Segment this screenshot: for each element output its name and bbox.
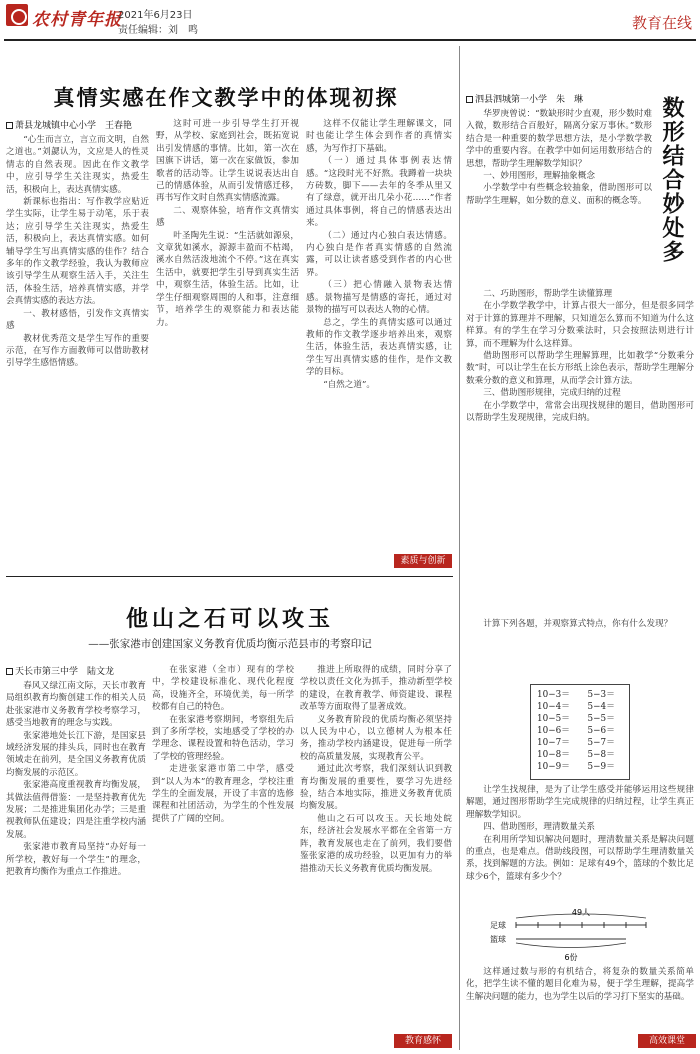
paragraph: 张家港市教育局坚持“办好每一所学校，教好每一个学生”的理念，把教育均衡作为重点工作推进。 xyxy=(6,842,146,878)
article1-column-2 xyxy=(156,118,299,568)
paragraph: 叶圣陶先生说：“生活就如源泉，文章犹如溪水，源源丰盈而不枯竭，溪水自然活泼地流个不停。”这在真实生活中，就要把学生引导到真实生活中，观察生活，体验生活。比如，让学生仔细观察周围的人和事，注意细节，培养学生的观察能力和表达能力。 xyxy=(156,230,299,328)
line-segment-diagram xyxy=(486,906,676,964)
paragraph: 华罗庚曾说：“数缺形时少直观，形少数时难入微，数形结合百般好，隔离分家万事休。”数形结合是一种重要的数学思想方法，是小学数学教学中的重要内容。在教学中如何运用数形结合的思想，帮助学生理解数学知识？ xyxy=(466,109,652,169)
formula-line: 10−6＝ 5−6＝ xyxy=(537,726,615,736)
paragraph: 新课标也指出：写作教学应贴近学生实际，让学生易于动笔，乐于表达；应引导学生关注现实，热爱生活，积极向上，表达真情实感。如何辅导学生写出真情实感的佳作？结合多年的作文教学经验，我认为教师应该引导学生从观察生活入手，关注生活，体验生活，培养真情实感，并学会真情实感的表达方法。 xyxy=(6,197,149,307)
paragraph: 一、教材感悟，引发作文真情实感 xyxy=(6,308,149,332)
paragraph: 春风又绿江南文际，天长市教育局组织教育均衡创建工作的相关人员赴张家港市义务教育学校考察学习，感受当地教育的理念与实践。 xyxy=(6,681,146,729)
article2-tag: 教育感怀 xyxy=(394,1034,452,1048)
editor-credit: 责任编辑：刘 鸣 xyxy=(118,25,198,36)
article3-column-4 xyxy=(466,966,694,1030)
diagram-row1-label: 足球 xyxy=(490,921,506,930)
paragraph: 在小学数学教学中，计算占很大一部分，但是很多同学对于计算的算理并不理解，只知道怎么算而不知道为什么这样算。有的学生在学习分数乘法时，只会按照法则进行计算，而不理解为什么这样算。 xyxy=(466,301,694,349)
paragraph: 小学数学中有些概念较抽象，借助图形可以帮助学生理解，如分数的意义、面积的概念等。 xyxy=(466,183,652,206)
diagram-top-label: 49人 xyxy=(571,908,591,917)
formula-line: 10−5＝ 5−5＝ xyxy=(537,714,615,724)
article2-column-3 xyxy=(300,664,452,1046)
article1-byline xyxy=(6,118,132,131)
issue-date: 2021年6月23日 xyxy=(118,10,193,21)
paragraph: “心生而言立，言立而文明，自然之道也。”刘勰认为，文应是人的性灵情志的自然表现。因此在作文教学中，应引导学生关注现实，热爱生活，积极向上，表达真情实感。 xyxy=(6,135,149,195)
paragraph: 教材优秀范文是学生写作的重要示范，在写作方面教师可以借助教材引导学生感悟情感。 xyxy=(6,333,149,369)
paragraph: 走进张家港市第二中学，感受到“以人为本”的教育理念，学校注重学生的全面发展，开设了丰富的选修课程和社团活动，为学生的个性发展提供了广阔的空间。 xyxy=(152,764,294,824)
paragraph: 在张家港（全市）现有的学校中，学校建设标准化、现代化程度高，设施齐全，环境优美，每一所学校都有自己的特色。 xyxy=(152,665,294,713)
paragraph: 在小学数学中，常常会出现找规律的题目，借助图形可以帮助学生发现规律，完成归纳。 xyxy=(466,400,694,424)
section-title: 教育在线 xyxy=(631,14,692,32)
paragraph: 二、观察体验，培育作文真情实感 xyxy=(156,205,299,229)
paragraph: 在利用所学知识解决问题时，理清数量关系是解决问题的重点，也是难点。借助线段图，可以帮助学生理清数量关系，找到解题的方法。例如：足球有49个，篮球的个数比足球少6个，篮球有多少个？ xyxy=(466,834,694,882)
article1-byline-text: 萧县龙城镇中心小学 王春艳 xyxy=(15,121,133,131)
article3-column-2 xyxy=(466,288,694,618)
paragraph: 张家港高度重视教育均衡发展，其做法值得借鉴：一是坚持教育优先发展；二是推进集团化办学；三是重视教师队伍建设；四是注重学校内涵发展。 xyxy=(6,780,146,840)
article3-column-1 xyxy=(466,108,652,288)
paragraph: （三）把心情融入景物表达情感。景物描写是情感的寄托，通过对景物的描写可以表达人物的心情。 xyxy=(306,280,452,316)
article3-byline xyxy=(466,92,583,105)
paragraph: 总之，学生的真情实感可以通过教师的作文教学逐步培养出来，观察生活，体验生活，表达真情实感，让学生写出真情实感的佳作，是作文教学的目标。 xyxy=(306,317,452,378)
paragraph: 这样不仅能让学生理解课文，同时也能让学生体会到作者的真情实感，为写作打下基础。 xyxy=(306,119,452,154)
paragraph: 义务教育阶段的优质均衡必须坚持以人民为中心，以立德树人为根本任务，推动学校内涵建设，促进每一所学校的高质量发展，实现教育公平。 xyxy=(300,714,452,762)
paragraph: 推进上所取得的成绩，同时分享了学校以责任文化为抓手，推动新型学校的建设，在教育教学、师资建设、课程改革等方面取得了显著成效。 xyxy=(300,665,452,713)
paragraph: 一、妙用图形，理解抽象概念 xyxy=(483,171,595,182)
newspaper-name: 农村青年报 xyxy=(32,10,122,30)
article1-column-1 xyxy=(6,134,149,568)
paragraph: 四、借助图形，理清数量关系 xyxy=(483,822,595,833)
diagram-brace-bottom xyxy=(516,943,626,948)
paragraph: 在张家港考察期间，考察组先后到了多所学校，实地感受了学校的办学理念、课程设置和特色活动，学习了学校的管理经验。 xyxy=(152,714,294,762)
article3-column-3 xyxy=(466,784,694,904)
article2-subtitle: ——张家港市创建国家义务教育优质均衡示范县市的考察印记 xyxy=(88,638,372,650)
diagram-row2-label: 篮球 xyxy=(490,935,506,944)
column-divider xyxy=(459,46,460,1050)
paragraph: （一）通过具体事例表达情感。“这段时光不好熬。我蹲着一块块方砖数，脚下——去年的冬季从里又有了绿意，就开出几朵小花……”作者通过具体事例，将自己的情感表达出来。 xyxy=(306,156,452,229)
newspaper-logo-icon xyxy=(6,4,28,26)
article1-title: 真情实感在作文教学中的体现初探 xyxy=(53,85,399,110)
paragraph: 三、借助图形规律，完成归纳的过程 xyxy=(483,388,621,399)
header-divider xyxy=(4,39,696,41)
article2-column-1 xyxy=(6,680,146,1046)
article2-byline xyxy=(6,664,114,677)
article3-title: 数形结合妙处多 xyxy=(659,96,685,264)
byline-square-icon xyxy=(466,96,473,103)
article2-title: 他山之石可以攻玉 xyxy=(125,606,334,632)
formula-line: 10−4＝ 5−4＝ xyxy=(537,702,615,712)
article3-tag: 高效课堂 xyxy=(638,1034,696,1048)
formula-line: 10−7＝ 5−7＝ xyxy=(537,738,615,748)
article3-byline-text: 泗县泗城第一小学 朱 琳 xyxy=(475,95,584,105)
paragraph: 二、巧助图形，帮助学生读懂算理 xyxy=(483,289,613,299)
formula-line: 10−8＝ 5−8＝ xyxy=(537,750,615,760)
formula-line: 10−3＝ 5−3＝ xyxy=(537,690,615,700)
byline-square-icon xyxy=(6,668,13,675)
paragraph: 这时可进一步引导学生打开视野，从学校、家庭到社会，既拓宽说出引发情感的事情。比如，第一次在国旗下讲话，第一次在家做饭，参加歌者的活动等。让学生说说表达出自己的情感体验，从而引发情感迁移，再书写作文时自然真实情感流露。 xyxy=(156,119,299,204)
paragraph: 张家港地处长江下游，是国家县域经济发展的排头兵，同时也在教育领域走在前列，是全国义务教育优质均衡发展的示范区。 xyxy=(6,730,146,778)
paragraph: （二）通过内心独白表达情感。内心独白是作者真实情感的自然流露，可以让读者感受到作者的内心世界。 xyxy=(306,230,452,278)
paragraph: 他山之石可以攻玉。天长地处皖东，经济社会发展水平都在全省第一方阵，教育发展也走在了前列，我们要借鉴张家港的成功经验，以更加有力的举措推动天长义务教育优质均衡发展。 xyxy=(300,813,452,874)
paragraph: 这样通过数与形的有机结合，将复杂的数量关系简单化，把学生读不懂的题目化难为易，便于学生理解，提高学生解决问题的能力，也为学生以后的学习打下坚实的基础。 xyxy=(466,967,694,1002)
article1-column-3 xyxy=(306,118,452,568)
byline-square-icon xyxy=(6,122,13,129)
article3-exercise xyxy=(466,618,694,682)
paragraph: 借助图形可以帮助学生理解算理，比如教学“分数乘分数”时，可以让学生在长方形纸上涂色表示，帮助学生理解分数乘分数的意义和算理，从而学会计算方法。 xyxy=(466,351,694,386)
paragraph: 让学生找规律，是为了让学生感受并能够运用这些规律解题，通过图形帮助学生完成规律的归纳过程，让学生真正理解数学知识。 xyxy=(466,785,694,820)
exercise-text: 计算下列各题，并观察算式特点，你有什么发现？ xyxy=(483,619,673,629)
article2-column-2 xyxy=(152,664,294,1046)
article1-tag: 素质与创新 xyxy=(394,554,452,568)
article-divider xyxy=(6,576,453,577)
formula-box xyxy=(530,684,630,780)
formula-line: 10−9＝ 5−9＝ xyxy=(537,762,615,772)
paragraph: 通过此次考察，我们深刻认识到教育均衡发展的重要性，要学习先进经验，结合本地实际，推进义务教育优质均衡发展。 xyxy=(300,764,452,812)
article2-byline-text: 天长市第三中学 陆文龙 xyxy=(15,667,115,677)
paragraph: “自然之道”。 xyxy=(323,379,375,390)
diagram-bottom-label: 6份 xyxy=(564,953,578,962)
